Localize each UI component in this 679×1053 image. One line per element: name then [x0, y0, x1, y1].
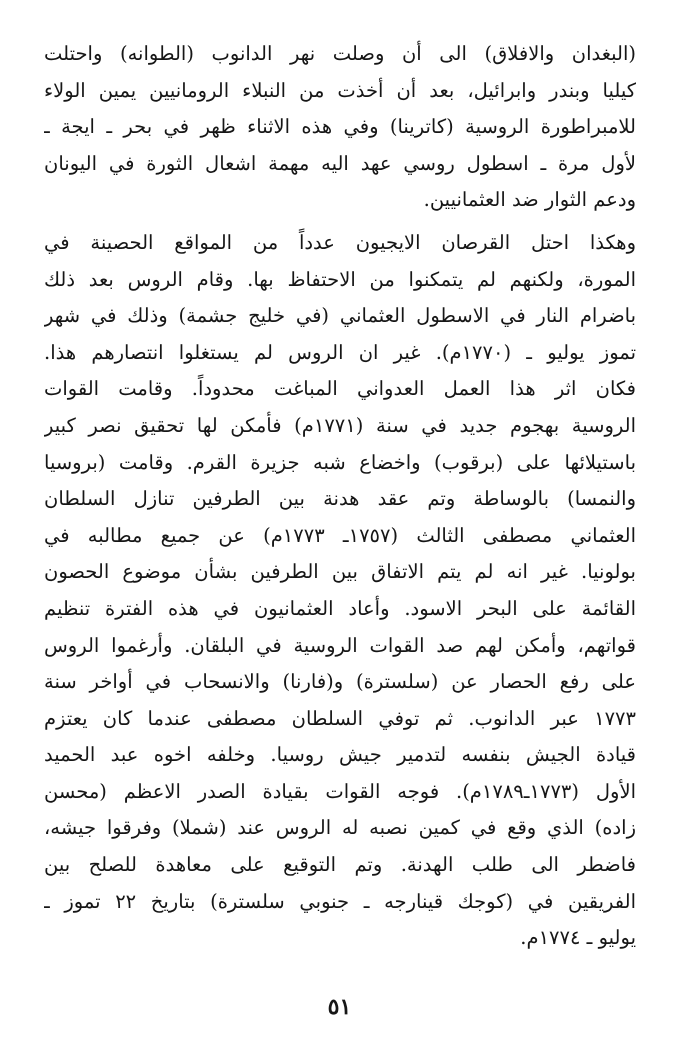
paragraph-1	[44, 36, 636, 219]
text-line: زاده) الذي وقع في كمين نصبه له الروس عند (شملا) وفرقوا جيشه،	[44, 816, 636, 840]
text-line: لأول مرة ـ اسطول روسي عهد اليه مهمة اشعال الثورة في اليونان	[44, 151, 636, 175]
text-line: بولونيا. غير انه لم يتم الاتفاق بين الطرفين بشأن موضوع الحصون	[44, 560, 636, 584]
text-line: باستيلائها على (برقوب) واخضاع شبه جزيرة القرم. وقامت (بروسيا	[44, 450, 636, 474]
body-text	[44, 36, 636, 957]
text-line: الروسية بهجوم جديد في سنة (١٧٧١م) فأمكن لها تحقيق نصر كبير	[44, 413, 636, 437]
text-line: يوليو ـ ١٧٧٤م.	[520, 926, 636, 950]
text-line: فكان اثر هذا العمل العدواني المباغت محدوداً. وقامت القوات	[44, 377, 636, 401]
text-line: قيادة الجيش بنفسه لتدمير جيش روسيا. وخلفه اخوه عبد الحميد	[44, 743, 636, 767]
page-number: ٥١	[327, 994, 352, 1020]
text-line: القائمة على البحر الاسود. وأعاد العثمانيون في هذه الفترة تنظيم	[44, 596, 636, 620]
text-line: ١٧٧٣ عبر الدانوب. ثم توفي السلطان مصطفى عندما كان يعتزم	[44, 706, 636, 730]
text-line: العثماني مصطفى الثالث (١٧٥٧ـ ١٧٧٣م) عن جميع مطالبه في	[44, 523, 636, 547]
text-line: على رفع الحصار عن (سلسترة) و(فارنا) والانسحاب في أواخر سنة	[44, 670, 636, 694]
text-line: المورة، ولكنهم لم يتمكنوا من الاحتفاظ بها. وقام الروس بعد ذلك	[44, 267, 636, 291]
text-line: (البغدان والافلاق) الى أن وصلت نهر الدانوب (الطوانه) واحتلت	[44, 42, 636, 65]
text-line: الفريقين في (كوجك قينارجه ـ جنوبي سلسترة) بتاريخ ٢٢ تموز ـ	[44, 889, 636, 913]
text-line: للامبراطورة الروسية (كاترينا) وفي هذه الاثناء ظهر في بحر ـ ايجة ـ	[44, 115, 636, 139]
text-line: تموز يوليو ـ (١٧٧٠م). غير ان الروس لم يستغلوا انتصارهم هذا.	[44, 340, 636, 364]
text-line: ودعم الثوار ضد العثمانيين.	[423, 188, 636, 212]
text-line: باضرام النار في الاسطول العثماني (في خليج جشمة) وذلك في شهر	[44, 304, 636, 328]
paragraph-2	[44, 225, 636, 957]
text-line: كيليا وبندر وابرائيل، بعد أن أخذت من النبلاء الرومانيين يمين الولاء	[44, 78, 636, 102]
text-line: والنمسا) بالوساطة وتم عقد هدنة بين الطرفين تنازل السلطان	[44, 487, 636, 511]
text-line: الأول (١٧٧٣ـ١٧٨٩م). فوجه القوات بقيادة الصدر الاعظم (محسن	[44, 779, 636, 803]
text-line: فاضطر الى طلب الهدنة. وتم التوقيع على معاهدة للصلح بين	[44, 853, 636, 877]
text-line: قواتهم، وأمكن لهم صد القوات الروسية في البلقان. وأرغموا الروس	[44, 633, 636, 657]
text-line: وهكذا احتل القرصان الايجيون عدداً من المواقع الحصينة في	[44, 230, 636, 254]
